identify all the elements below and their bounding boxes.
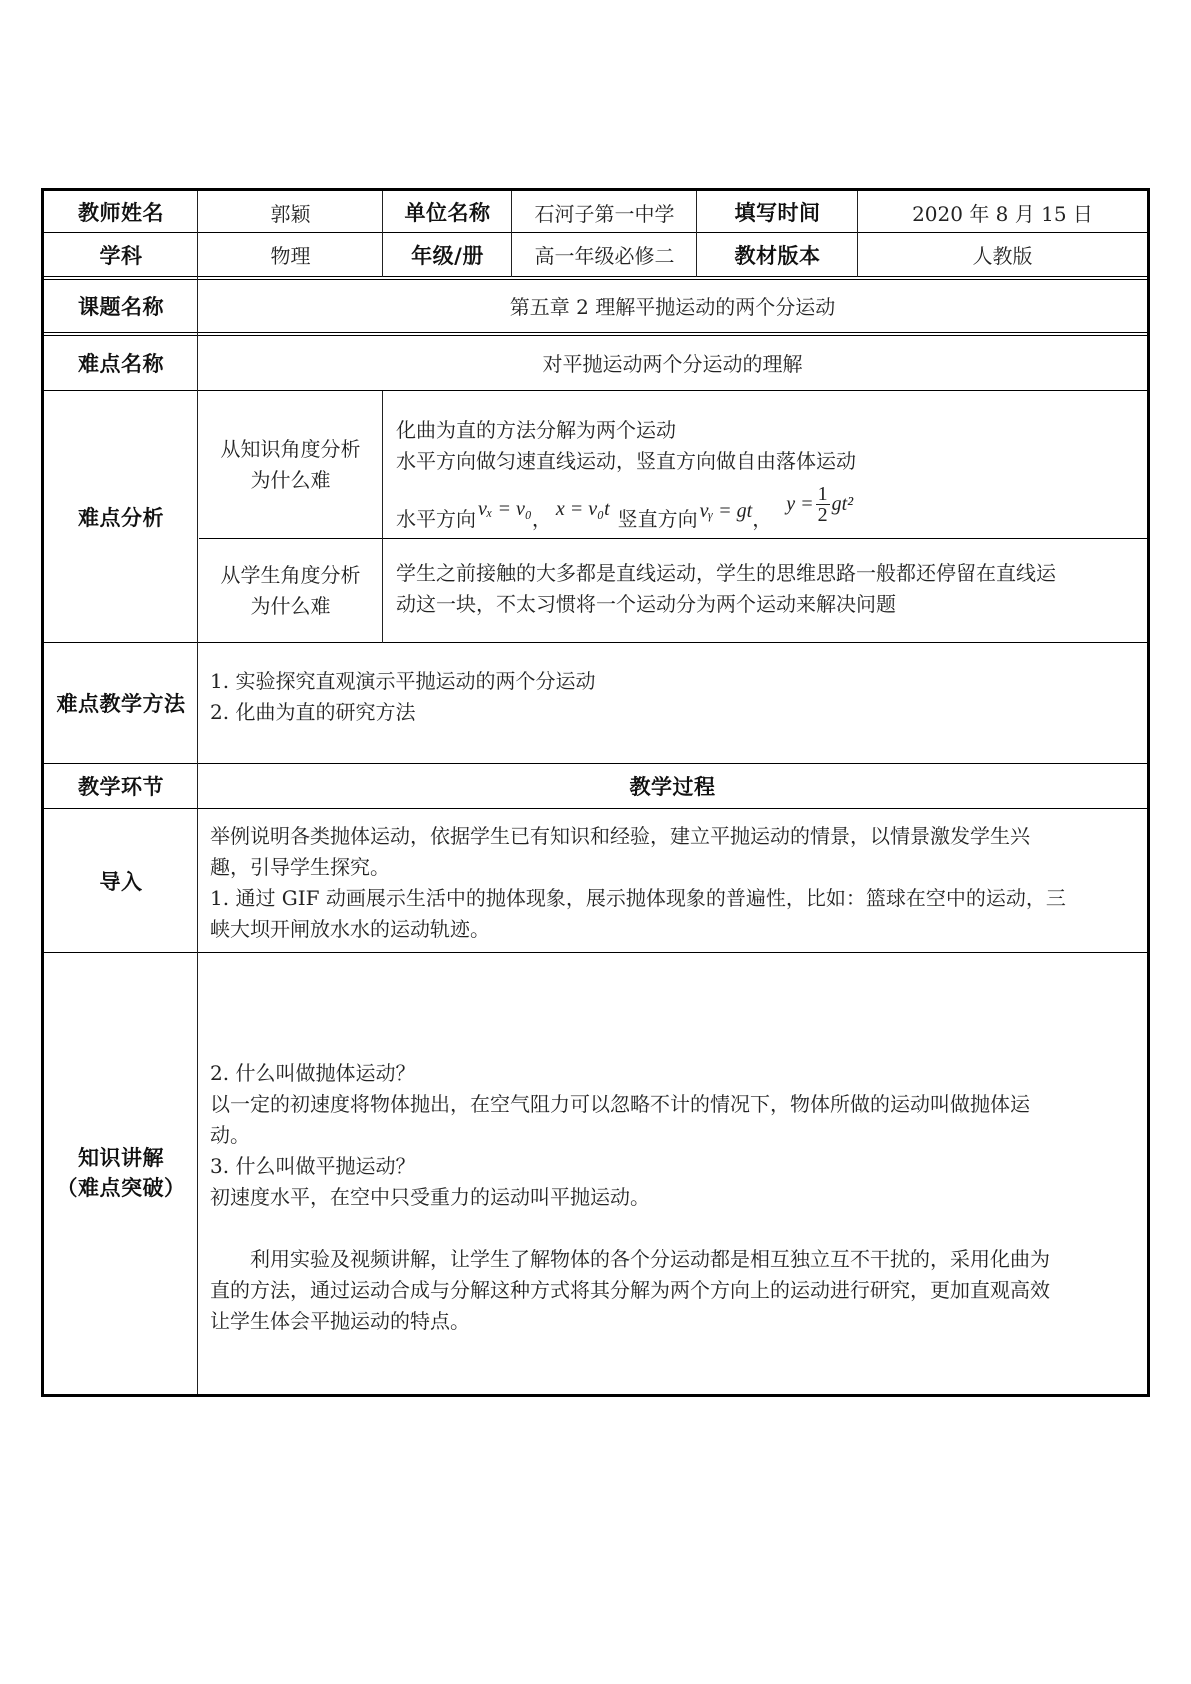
student-angle-label-line2: 为什么难: [250, 593, 331, 618]
subject-value: 物理: [270, 244, 311, 268]
knowledge-line-1: 化曲为直的方法分解为两个运动: [396, 418, 676, 442]
knowledge-angle-label-line1: 从知识角度分析: [220, 436, 361, 461]
subject-label: 学科: [99, 243, 143, 268]
method-item: 2. 化曲为直的研究方法: [210, 700, 416, 724]
knowledge-angle-label-line2: 为什么难: [250, 467, 331, 492]
row-divider: [44, 332, 1147, 333]
student-angle-content: [396, 558, 1148, 620]
intro-line: 趣，引导学生探究。: [210, 855, 390, 879]
formula-vx: vₓ = v₀: [478, 498, 532, 520]
knowledge-paragraph-line: 让学生体会平抛运动的特点。: [210, 1309, 470, 1333]
teaching-methods-label: 难点教学方法: [56, 692, 186, 716]
knowledge-angle-content: [396, 415, 1141, 477]
fraction-numerator: 1: [817, 483, 828, 505]
grade-label: 年级/册: [411, 243, 484, 268]
fill-date-value: 2020 年 8 月 15 日: [912, 201, 1093, 226]
difficulty-analysis-label: 难点分析: [78, 505, 164, 530]
intro-content: [210, 821, 1146, 945]
formula-vertical-prefix: 竖直方向: [617, 507, 698, 531]
formula-horizontal-prefix: 水平方向: [396, 507, 476, 531]
intro-stage-label: 导入: [99, 869, 143, 894]
formula-y-rhs: gt²: [831, 493, 854, 515]
knowledge-line: 3. 什么叫做平抛运动？: [210, 1154, 416, 1178]
difficulty-label: 难点名称: [78, 351, 164, 376]
knowledge-line: 2. 什么叫做抛体运动？: [210, 1061, 416, 1085]
row-divider: [44, 952, 1147, 953]
lesson-plan-table: [41, 188, 1150, 1397]
formula-y: [786, 484, 853, 525]
row-divider: [44, 642, 1147, 643]
difficulty-value: 对平抛运动两个分运动的理解: [542, 352, 803, 376]
knowledge-line: 以一定的初速度将物体抛出，在空气阻力可以忽略不计的情况下，物体所做的运动叫做抛体运: [210, 1092, 1030, 1116]
intro-line: 峡大坝开闸放水水的运动轨迹。: [210, 917, 490, 941]
formula-fraction: [816, 484, 830, 525]
knowledge-stage-label: [44, 953, 198, 1393]
teacher-name-label: 教师姓名: [78, 201, 164, 225]
knowledge-content: [210, 1058, 1146, 1337]
knowledge-stage-label-line1: 知识讲解: [78, 1146, 164, 1170]
unit-name-value: 石河子第一中学: [534, 201, 675, 226]
student-angle-label: [198, 539, 383, 642]
fraction-denominator: 2: [817, 504, 828, 526]
student-angle-label-line1: 从学生角度分析: [220, 562, 361, 587]
unit-name-label: 单位名称: [404, 201, 491, 225]
row-divider: [44, 808, 1147, 809]
knowledge-line: 初速度水平，在空中只受重力的运动叫平抛运动。: [210, 1185, 650, 1209]
formula-comma: ，: [752, 507, 773, 531]
knowledge-line-2: 水平方向做匀速直线运动，竖直方向做自由落体运动: [396, 449, 856, 473]
formula-comma: ，: [531, 507, 552, 531]
row-divider: [44, 276, 1147, 277]
knowledge-line: 动。: [210, 1123, 250, 1147]
textbook-edition-value: 人教版: [972, 244, 1033, 268]
fill-date-label: 填写时间: [734, 201, 821, 225]
teacher-name-value: 郭颖: [270, 201, 311, 226]
student-line-1: 学生之前接触的大多都是直线运动，学生的思维思路一般都还停留在直线运: [396, 561, 1056, 585]
student-line-2: 动这一块，不太习惯将一个运动分为两个运动来解决问题: [396, 592, 896, 616]
topic-value: 第五章 2 理解平抛运动的两个分运动: [509, 295, 836, 319]
topic-label: 课题名称: [78, 294, 164, 319]
knowledge-paragraph-line: 利用实验及视频讲解，让学生了解物体的各个分运动都是相互独立互不干扰的，采用化曲为: [250, 1247, 1050, 1271]
formula-x: x = v₀t: [555, 498, 610, 520]
method-item: 1. 实验探究直观演示平抛运动的两个分运动: [210, 669, 596, 693]
knowledge-paragraph-line: 直的方法，通过运动合成与分解这种方式将其分解为两个方向上的运动进行研究，更加直观高效: [210, 1278, 1050, 1302]
formula-y-lhs: y =: [786, 493, 814, 515]
kinematics-formulas: [396, 483, 1141, 535]
spacer: [210, 1213, 1146, 1244]
textbook-edition-label: 教材版本: [734, 243, 821, 268]
teaching-process-header: 教学过程: [629, 775, 716, 799]
teaching-stage-header: 教学环节: [78, 775, 164, 799]
intro-line: 举例说明各类抛体运动，依据学生已有知识和经验，建立平抛运动的情景，以情景激发学生兴: [210, 824, 1030, 848]
knowledge-angle-label: [198, 391, 383, 538]
intro-line: 1. 通过 GIF 动画展示生活中的抛体现象，展示抛体现象的普遍性，比如：篮球在空中的运动，三: [210, 886, 1066, 910]
teaching-methods-list: [210, 666, 1140, 728]
grade-value: 高一年级必修二: [534, 244, 675, 268]
formula-vy: vᵧ = gt: [699, 500, 753, 522]
knowledge-stage-label-line2: （难点突破）: [56, 1176, 186, 1200]
